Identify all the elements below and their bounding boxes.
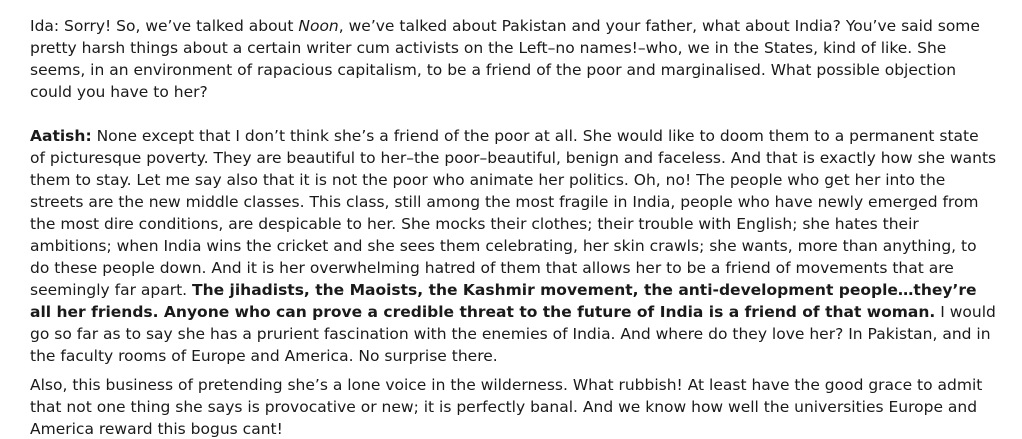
paragraph-ida-question	[30, 15, 998, 103]
speaker-label-aatish: Aatish:	[30, 127, 92, 145]
aatish-text-end: I would go so far as to say she has a prurient fascination with the enemies of India. And where do they love her? In Pakistan, and in the faculty rooms of Europe and America. No surprise there.	[30, 303, 996, 365]
paragraph-aatish-answer	[30, 125, 998, 367]
also-text: Also, this business of pretending she’s a lone voice in the wilderness. What rubbish! At least have the good grace to admit that not one thing she says is provocative or new; it is perfectly banal. And we know how well the universities Europe and America reward this bogus cant!	[30, 376, 983, 438]
aatish-bold-passage: The jihadists, the Maoists, the Kashmir movement, the anti-development people…they’re all her friends. Anyone who can prove a credible threat to the future of India is a friend of that woman.	[30, 281, 977, 321]
ida-text-rest: , we’ve talked about Pakistan and your father, what about India? You’ve said some pretty harsh things about a certain writer cum activists on the Left–no names!–who, we in the States, kind of like. She seems, in an environment of rapacious capitalism, to be a friend of the poor and marginalised. What possible objection could you have to her?	[30, 17, 980, 101]
ida-text-start: Ida: Sorry! So, we’ve talked about	[30, 17, 299, 35]
italic-title-noon: Noon	[298, 17, 339, 35]
paragraph-also	[30, 374, 998, 439]
aatish-text-start: None except that I don’t think she’s a friend of the poor at all. She would like to doom them to a permanent state of picturesque poverty. They are beautiful to her–the poor–beautiful, benign and faceless. And that is exactly how she wants them to stay. Let me say also that it is not the poor who animate her politics. Oh, no! The people who get her into the streets are the new middle classes. This class, still among the most fragile in India, people who have newly emerged from the most dire conditions, are despicable to her. She mocks their clothes; their trouble with English; she hates their ambitions; when India wins the cricket and she sees them celebrating, her skin crawls; she wants, more than anything, to do these people down. And it is her overwhelming hatred of them that allows her to be a friend of movements that are seemingly far apart.	[30, 127, 997, 299]
